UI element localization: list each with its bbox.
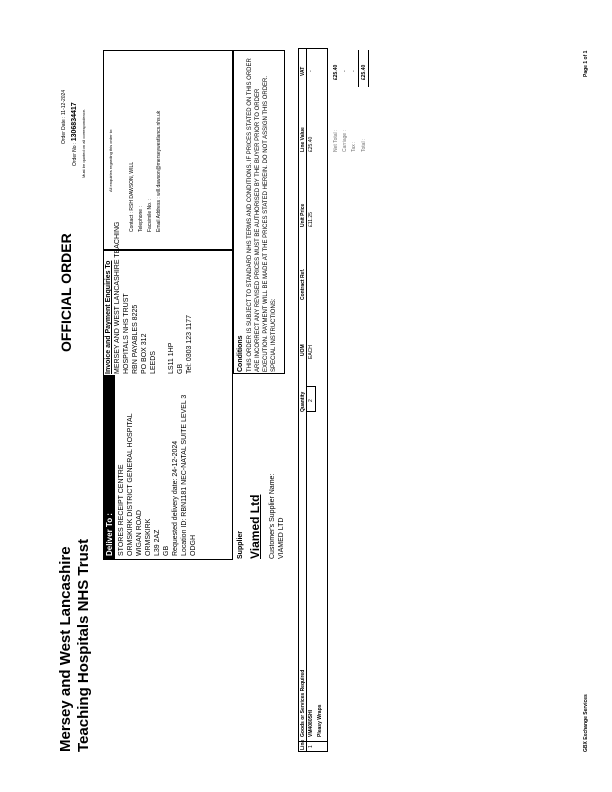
row-description: Pleasy Wraps <box>317 704 323 737</box>
deliver-line: ORMSKIRK DISTRICT GENERAL HOSPITAL <box>127 413 134 556</box>
invoice-line: HOSPITALS NHS TRUST <box>123 293 130 374</box>
col-unit-price: Unit Price <box>300 203 306 227</box>
invoice-line: PO BOX 312 <box>141 333 148 374</box>
col-vat: VAT <box>300 66 306 76</box>
contact-block <box>128 111 164 232</box>
deliver-line: GB <box>163 545 170 556</box>
total-double-rule <box>368 50 369 87</box>
footer-service: GBX Exchange Services <box>583 694 589 752</box>
conditions-header: Conditions <box>237 335 244 372</box>
deliver-line: Requested delivery date: 24-12-2024 <box>172 440 179 556</box>
tax-label: Tax : <box>351 141 357 152</box>
total-rule <box>358 50 359 87</box>
col-contract-ref: Contract Ref. <box>300 268 306 300</box>
row-uom: EACH <box>308 345 314 359</box>
invoice-line: LS11 1HP <box>168 342 175 374</box>
footer-page-number: Page 1 of 1 <box>583 50 589 77</box>
deliver-line: STORES RECEIPT CENTRE <box>118 464 125 556</box>
order-number-label: Order No : <box>72 142 78 166</box>
deliver-to-block <box>104 375 200 559</box>
deliver-to-address <box>115 375 200 559</box>
deliver-line: ODGH <box>190 535 197 556</box>
order-number-value: 1306834417 <box>71 102 78 142</box>
row-vat: - <box>308 70 314 72</box>
col-quantity: Quantity <box>300 391 306 412</box>
total-value: £25.40 <box>361 64 367 80</box>
row-line-value: £25.40 <box>308 136 314 152</box>
col-line-value: Line Value <box>300 127 306 152</box>
enquiries-box <box>103 50 233 250</box>
invoice-line: Tel: 0303 123 1177 <box>186 314 193 374</box>
row-quantity: 2 <box>308 399 314 402</box>
net-total-value: £25.40 <box>333 64 339 80</box>
contact-name: Contact : RSH DAWSON, WILL <box>129 161 135 232</box>
col-uom: UOM <box>300 344 306 356</box>
deliver-line: L39 2AZ <box>154 529 161 556</box>
order-date: Order Date : 11-12-2024 <box>61 89 67 144</box>
invoice-line: MERSEY AND WEST LANCASHIRE TEACHING <box>114 221 121 374</box>
deliver-line: ORMSKIRK <box>145 518 152 556</box>
quote-note: Must be quoted on all correspondence. <box>81 108 86 178</box>
supplier-name: Viamed Ltd <box>248 494 262 559</box>
invoice-line: RBN PAYABLES 8225 <box>132 304 139 374</box>
customer-supplier-label: Customer's Supplier Name: <box>269 473 276 559</box>
supplier-label: Supplier <box>237 530 244 559</box>
trust-name-line2: Teaching Hospitals NHS Trust <box>75 538 92 752</box>
row-unit-price: £11.25 <box>308 212 314 227</box>
contact-telephone: Telephone : <box>138 206 144 232</box>
contact-facsimile: Facsimile No. : <box>147 198 153 232</box>
conditions-text: THIS ORDER IS SUBJECT TO STANDARD NHS TERMS AND CONDITIONS. IF PRICES STATED ON THIS ORDER ARE INCORRECT ANY REVISED PRICES MUST BE AUTHORISED BY THE BUYER PRIOR TO ORDER EXECUTION. PAYMENT WILL BE MADE AT THE PRICES STATED HEREIN. DO NOT ASSIGN THIS ORDER. SPECIAL INSTRUCTIONS: <box>247 58 277 372</box>
official-order-title: OFFICIAL ORDER <box>58 233 74 352</box>
total-label: Total : <box>361 138 367 152</box>
net-total-label: Net Total : <box>333 129 339 152</box>
customer-supplier-name: VIAMED LTD <box>278 517 285 559</box>
deliver-to-header: Deliver To : <box>104 375 115 559</box>
col-line: Line <box>300 739 306 750</box>
deliver-line: WIGAN ROAD <box>136 510 143 556</box>
row-line: 1 <box>308 745 314 748</box>
invoice-header: Invoice and Payment Enquiries To <box>105 260 112 374</box>
row-code: VM4080SHI <box>308 710 314 737</box>
trust-name-line1: Mersey and West Lancashire <box>57 546 74 752</box>
deliver-line: Location ID: RBN1181 NEC-NATAL SUITE LEVEL 3 <box>181 394 188 556</box>
order-number <box>71 102 78 166</box>
invoice-line: GB <box>177 363 184 374</box>
col-goods: Goods or Services Required <box>300 669 306 737</box>
carriage-value: - <box>342 70 348 72</box>
tax-value: - <box>351 70 357 72</box>
carriage-label: Carriage : <box>342 130 348 152</box>
enquiries-note: All enquiries regarding this order to: <box>108 128 113 192</box>
invoice-line: LEEDS <box>150 351 157 374</box>
contact-email: Email Address : will.dawson@merseywestlancs.nhs.uk <box>156 110 162 232</box>
